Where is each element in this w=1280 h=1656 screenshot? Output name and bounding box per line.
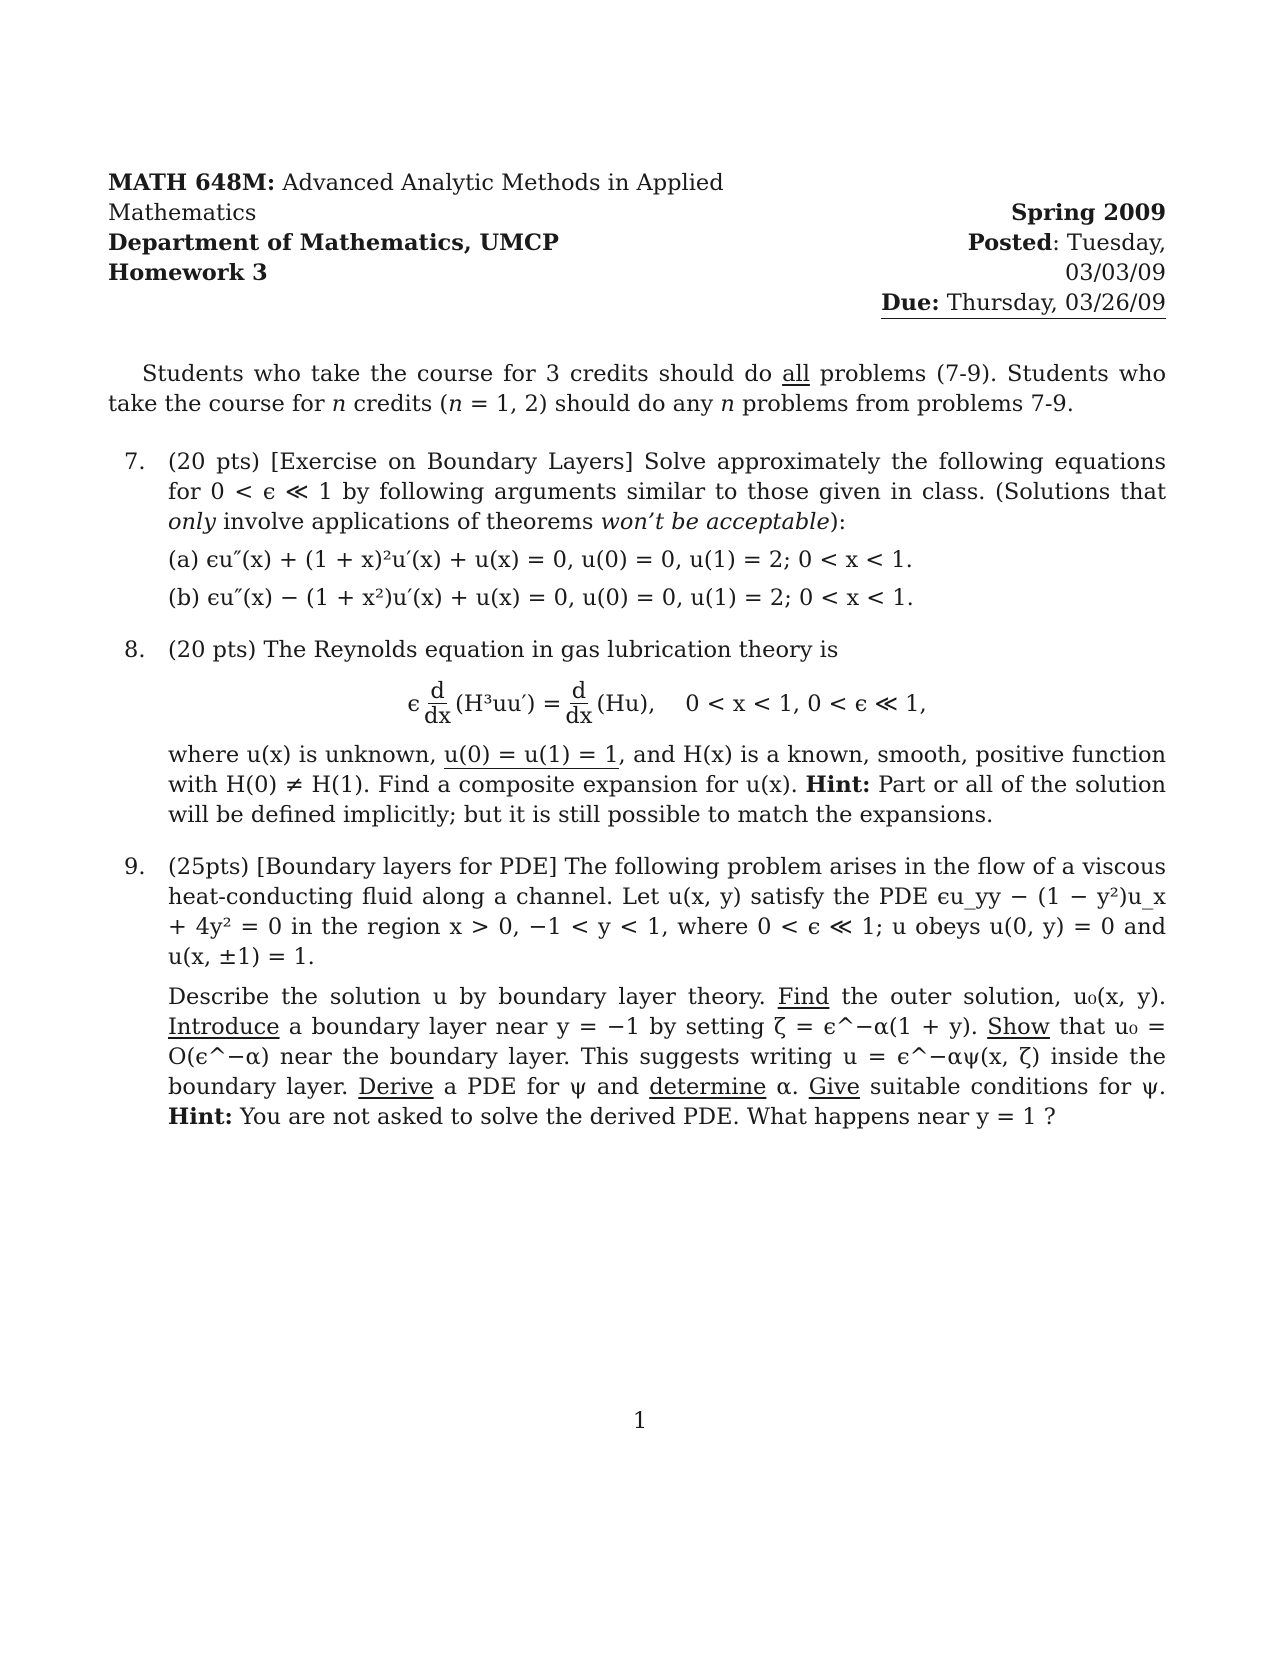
p9-s2: the outer solution, u₀(x, y). [829, 984, 1166, 1010]
problem-9-number: 9. [124, 854, 146, 880]
intro-paragraph [108, 359, 1166, 419]
intro-n-3: n [720, 391, 735, 417]
p9-derive: Derive [358, 1074, 434, 1100]
intro-text-5: problems from problems 7-9. [734, 391, 1074, 417]
eq-derivative-rhs [565, 679, 592, 728]
eq-epsilon: ϵ [407, 690, 420, 717]
problem-8-intro: (20 pts) The Reynolds equation in gas lubrication theory is [168, 637, 839, 663]
eq-dx-2: dx [565, 703, 593, 729]
posted-line [865, 228, 1166, 288]
intro-text-4: = 1, 2) should do any [462, 391, 721, 417]
header-left [108, 168, 865, 319]
p9-give: Give [808, 1074, 860, 1100]
p9-introduce: Introduce [168, 1014, 280, 1040]
p8-text-2: , and H(x) is a known, smooth, positive function with H(0) ≠ H(1). Find a composite expansion for u(x). [168, 742, 1167, 798]
eq-derivative-lhs [424, 679, 451, 728]
p7-text-3: ): [829, 509, 847, 535]
header-right [865, 168, 1166, 319]
homework-page [108, 168, 1166, 1132]
p9-hint: You are not asked to solve the derived PDE. What happens near y = 1 ? [232, 1104, 1056, 1130]
p9-s4: that u₀ = O(ϵ^−α) near the boundary layer. This suggests writing u = ϵ^−αψ(x, ζ) inside the boundary layer. [168, 1014, 1167, 1100]
eq-conditions: 0 < x < 1, 0 < ϵ ≪ 1, [685, 690, 927, 717]
p9-show: Show [987, 1014, 1050, 1040]
intro-all: all [782, 361, 810, 387]
problem-7 [108, 447, 1166, 613]
due-line [881, 288, 1166, 319]
problem-7-number: 7. [124, 449, 146, 475]
problem-9 [108, 852, 1166, 1132]
problem-8-body [168, 740, 1166, 830]
p9-find: Find [777, 984, 830, 1010]
p9-hint-label: Hint: [168, 1104, 233, 1130]
problem-7b: (b) ϵu″(x) − (1 + x²)u′(x) + u(x) = 0, u(0) = 0, u(1) = 2; 0 < x < 1. [168, 585, 914, 611]
problem-8-number: 8. [124, 637, 146, 663]
p8-hint-label: Hint: [805, 772, 871, 798]
p8-hint: Part or all of the solution will be defined implicitly; but it is still possible to match the expansions. [168, 772, 1167, 828]
eq-dx-1: dx [423, 703, 452, 729]
reynolds-equation [168, 679, 1166, 728]
p9-s1: Describe the solution u by boundary layer theory. [168, 984, 778, 1010]
eq-lhs: (H³uu′) = [455, 690, 562, 717]
due-label: Due: [881, 290, 940, 316]
department: Department of Mathematics, UMCP [108, 230, 559, 256]
p7-text-1: (20 pts) [Exercise on Boundary Layers] Solve approximately the following equations for 0 < ϵ ≪ 1 by following arguments similar to those given in class. (Solutions that [168, 449, 1166, 505]
document-header [108, 168, 1166, 319]
p9-s6: α. [766, 1074, 809, 1100]
p7-only: only [168, 509, 216, 535]
course-title: Advanced Analytic Methods in Applied Mathematics [108, 170, 724, 226]
intro-text-2: problems (7-9). Students who take the course for [108, 361, 1167, 417]
intro-text-3: credits ( [346, 391, 449, 417]
intro-n-1: n [331, 391, 347, 417]
course-line [108, 168, 865, 228]
p8-text-1: where u(x) is unknown, [168, 742, 444, 768]
posted-label: Posted [967, 230, 1053, 256]
intro-n-2: n [448, 391, 463, 417]
problem-8 [108, 635, 1166, 830]
assignment-title: Homework 3 [108, 260, 268, 286]
p9-determine: determine [649, 1074, 767, 1100]
due-date: Thursday, 03/26/09 [946, 290, 1166, 316]
intro-text-1: Students who take the course for 3 credits should do [142, 361, 783, 387]
page-number: 1 [632, 1408, 648, 1434]
p7-text-2: involve applications of theorems [215, 509, 601, 535]
p9-s5: a PDE for ψ and [433, 1074, 650, 1100]
eq-d-2: d [571, 678, 587, 704]
problem-7-statement [168, 447, 1166, 537]
term: Spring 2009 [1011, 200, 1166, 226]
posted-date: : Tuesday, 03/03/09 [1052, 230, 1166, 286]
p9-s7: suitable conditions for ψ. [859, 1074, 1166, 1100]
eq-d-1: d [430, 678, 445, 704]
p8-boundary-conditions: u(0) = u(1) = 1 [443, 742, 619, 768]
p9-s3: a boundary layer near y = −1 by setting ζ = ϵ^−α(1 + y). [279, 1014, 988, 1040]
problem-9-statement: (25pts) [Boundary layers for PDE] The following problem arises in the flow of a viscous heat-conducting fluid along a channel. Let u(x, y) satisfy the PDE ϵu_yy − (1 − y²)u_x + 4y² = 0 in the region x > 0, −1 < y < 1, where 0 < ϵ ≪ 1; u obeys u(0, y) = 0 and u(x, ±1) = 1. [168, 854, 1166, 970]
eq-rhs: (Hu), [596, 690, 656, 717]
problem-7a: (a) ϵu″(x) + (1 + x)²u′(x) + u(x) = 0, u(0) = 0, u(1) = 2; 0 < x < 1. [168, 547, 913, 573]
p7-wont: won’t be acceptable [600, 509, 830, 535]
problem-9-tasks [168, 982, 1166, 1132]
course-code: MATH 648M: [108, 170, 276, 196]
